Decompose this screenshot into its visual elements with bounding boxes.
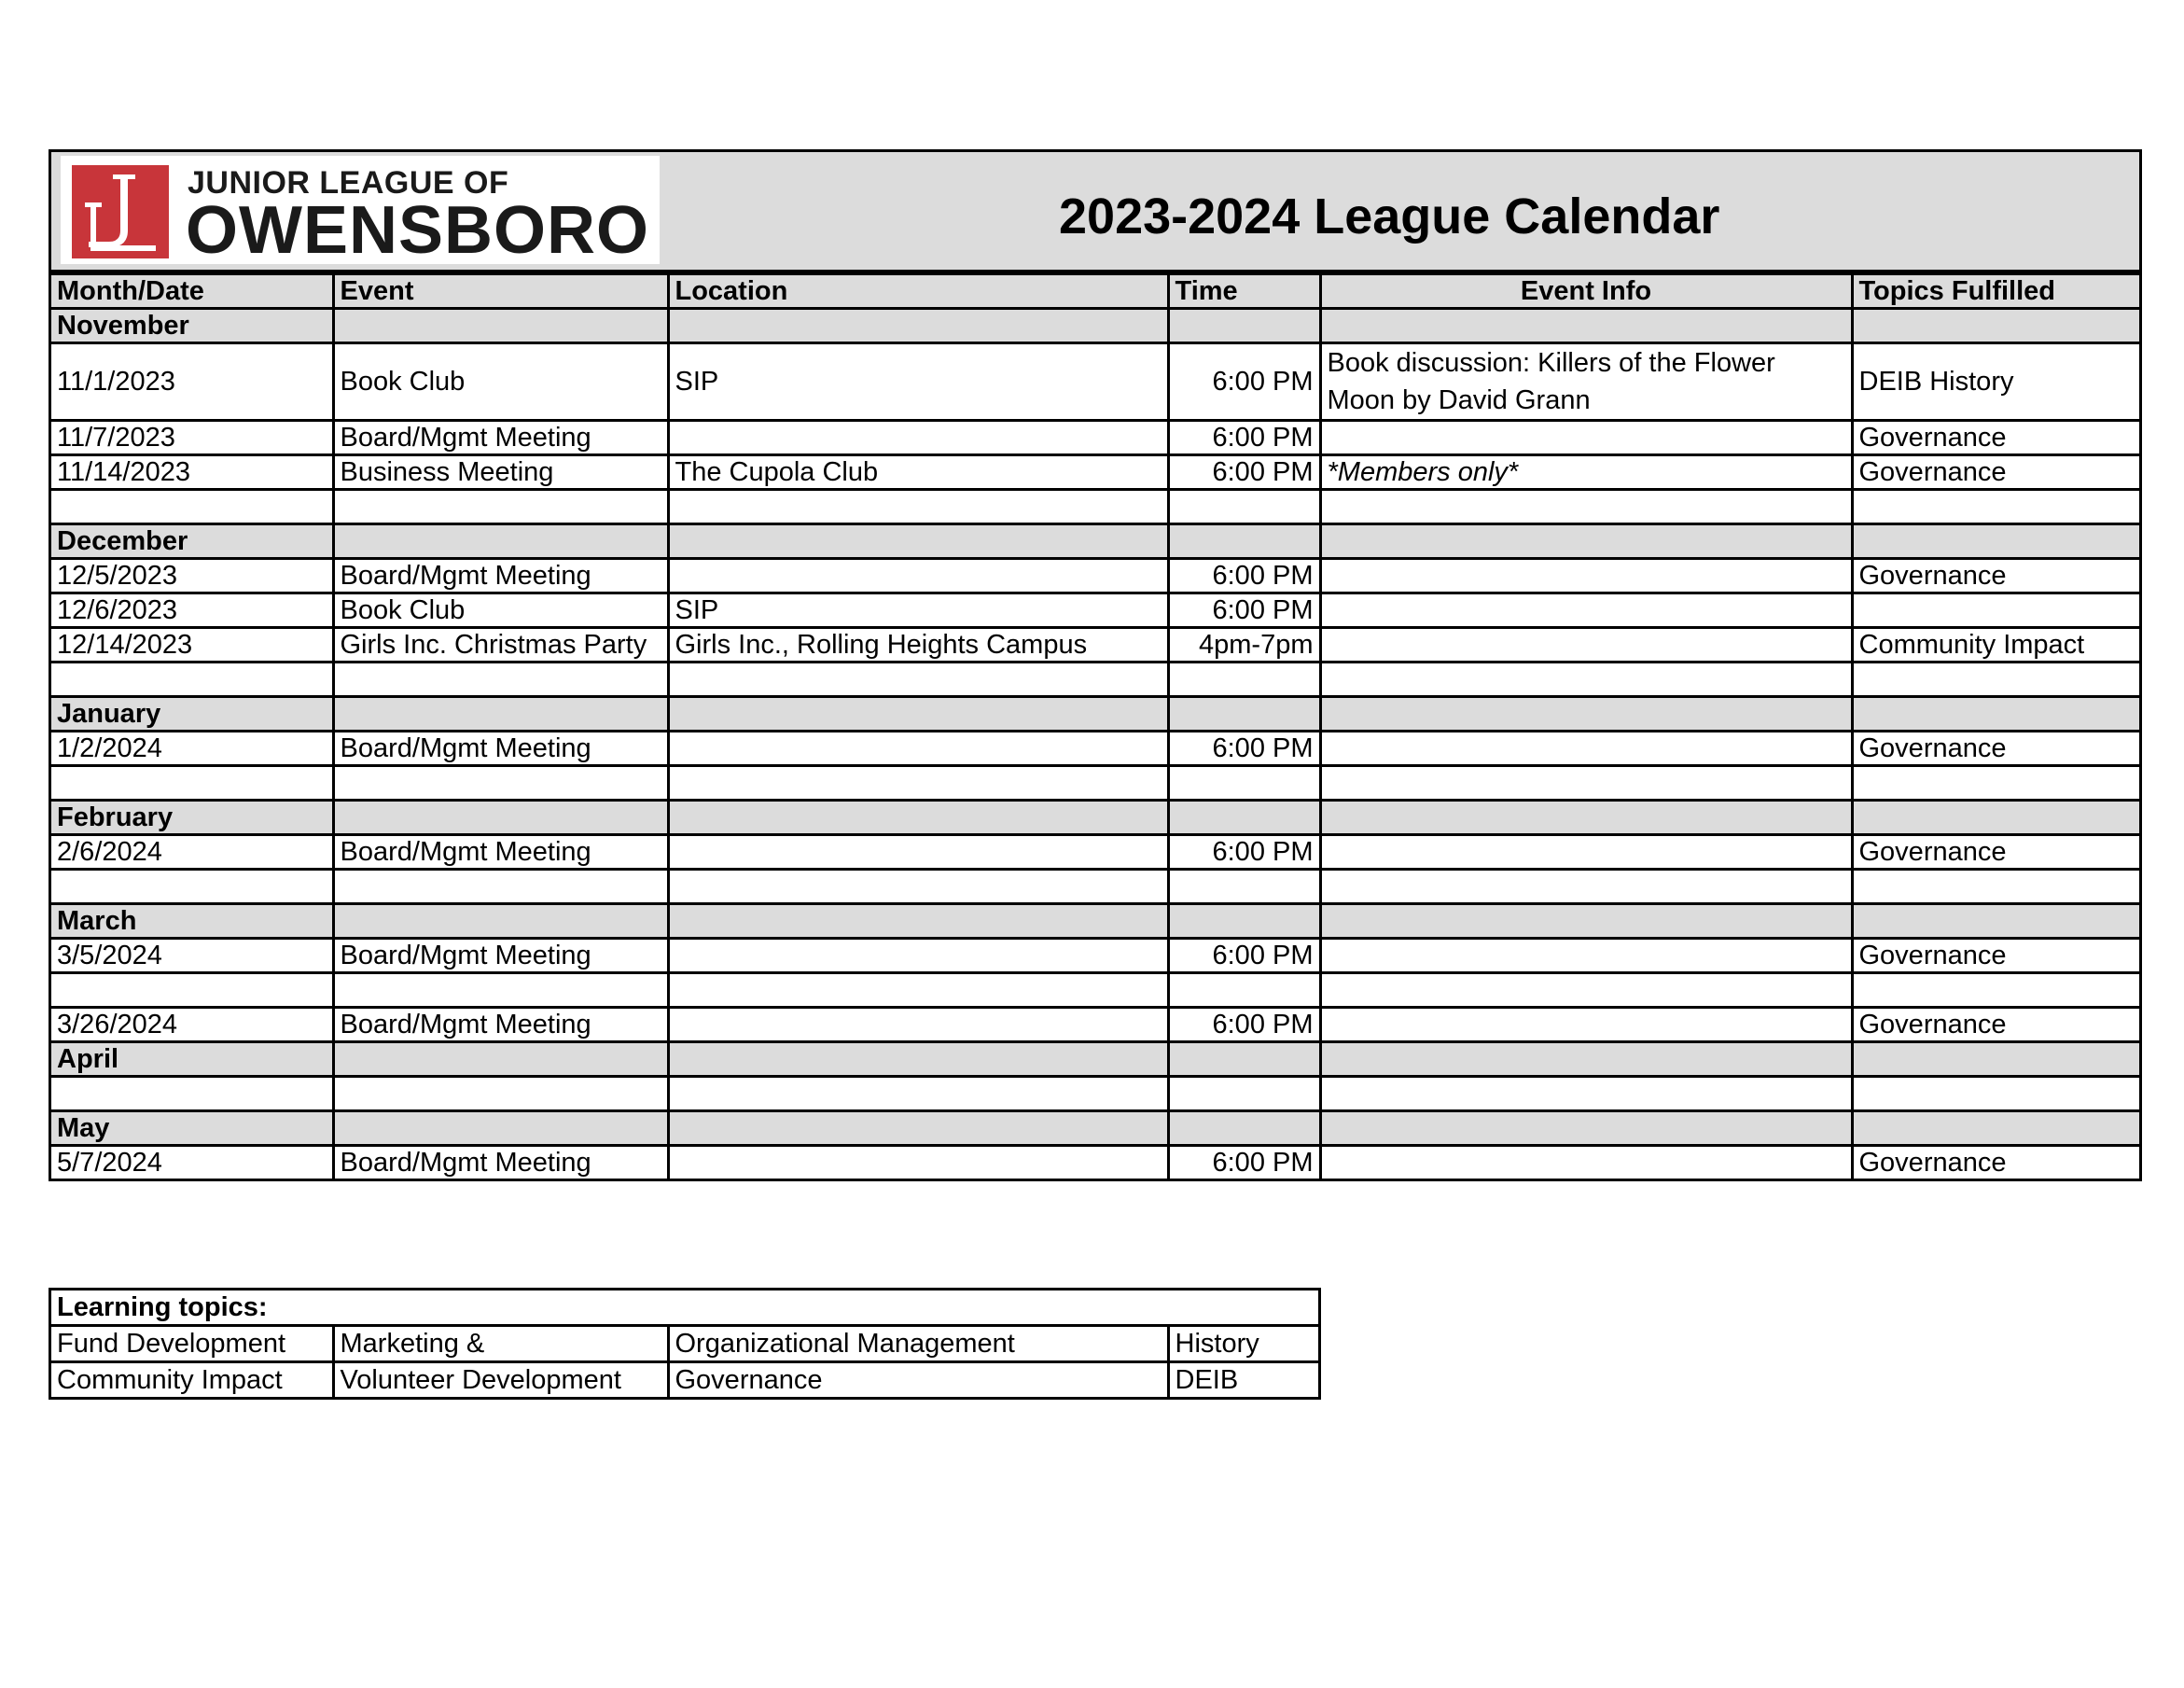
- empty-cell: [1320, 1042, 1852, 1077]
- empty-cell: [333, 309, 668, 343]
- logo-line1: JUNIOR LEAGUE OF: [188, 165, 509, 201]
- blank-row: [51, 490, 2139, 524]
- empty-cell: [1852, 490, 2139, 524]
- empty-cell: [333, 524, 668, 559]
- event-info-cell: [1320, 421, 1852, 455]
- empty-cell: [1320, 1077, 1852, 1111]
- empty-cell: [1168, 766, 1320, 801]
- month-row: [51, 904, 2139, 939]
- topics-cell: Governance: [1852, 732, 2139, 766]
- event-cell: Book Club: [333, 593, 668, 628]
- time-cell: 6:00 PM: [1168, 421, 1320, 455]
- learning-topics-table: [51, 1290, 1318, 1397]
- event-row: [51, 939, 2139, 973]
- learning-topic: DEIB: [1168, 1362, 1318, 1398]
- empty-cell: [1168, 904, 1320, 939]
- event-info-cell: [1320, 593, 1852, 628]
- empty-cell: [1168, 524, 1320, 559]
- league-logo: [61, 156, 660, 268]
- empty-cell: [333, 697, 668, 732]
- event-info-cell: [1320, 628, 1852, 663]
- empty-cell: [51, 870, 333, 904]
- location-cell: SIP: [668, 343, 1168, 421]
- month-row: [51, 697, 2139, 732]
- empty-cell: [1320, 524, 1852, 559]
- date-cell: 12/5/2023: [51, 559, 333, 593]
- empty-cell: [51, 1077, 333, 1111]
- learning-heading: Learning topics:: [51, 1290, 1318, 1326]
- learning-topic: Governance: [668, 1362, 1168, 1398]
- topics-cell: DEIB History: [1852, 343, 2139, 421]
- topics-cell: Governance: [1852, 939, 2139, 973]
- empty-cell: [668, 1077, 1168, 1111]
- empty-cell: [333, 1111, 668, 1146]
- date-cell: 1/2/2024: [51, 732, 333, 766]
- month-label: December: [51, 524, 333, 559]
- logo-line2: OWENSBORO: [186, 193, 650, 268]
- empty-cell: [333, 490, 668, 524]
- empty-cell: [1320, 973, 1852, 1008]
- empty-cell: [668, 490, 1168, 524]
- event-row: [51, 732, 2139, 766]
- time-cell: 6:00 PM: [1168, 593, 1320, 628]
- event-row: [51, 835, 2139, 870]
- event-info-cell: [1320, 939, 1852, 973]
- column-header: Event Info: [1320, 274, 1852, 309]
- empty-cell: [668, 663, 1168, 697]
- month-label: May: [51, 1111, 333, 1146]
- empty-cell: [1852, 973, 2139, 1008]
- month-row: [51, 524, 2139, 559]
- event-row: [51, 628, 2139, 663]
- topics-cell: Governance: [1852, 835, 2139, 870]
- event-info-cell: [1320, 732, 1852, 766]
- location-cell: [668, 835, 1168, 870]
- empty-cell: [333, 766, 668, 801]
- event-cell: Girls Inc. Christmas Party: [333, 628, 668, 663]
- empty-cell: [1320, 490, 1852, 524]
- empty-cell: [668, 973, 1168, 1008]
- month-label: November: [51, 309, 333, 343]
- event-row: [51, 421, 2139, 455]
- event-cell: Board/Mgmt Meeting: [333, 732, 668, 766]
- calendar-table: [51, 272, 2139, 1179]
- location-cell: SIP: [668, 593, 1168, 628]
- empty-cell: [1852, 904, 2139, 939]
- event-cell: Board/Mgmt Meeting: [333, 559, 668, 593]
- month-row: [51, 309, 2139, 343]
- empty-cell: [1168, 973, 1320, 1008]
- empty-cell: [1852, 1111, 2139, 1146]
- event-cell: Business Meeting: [333, 455, 668, 490]
- empty-cell: [1852, 870, 2139, 904]
- empty-cell: [1320, 870, 1852, 904]
- blank-row: [51, 973, 2139, 1008]
- empty-cell: [668, 697, 1168, 732]
- empty-cell: [333, 973, 668, 1008]
- learning-topic: Volunteer Development: [333, 1362, 668, 1398]
- learning-row: [51, 1362, 1318, 1398]
- calendar-body: [51, 309, 2139, 1179]
- column-header: Location: [668, 274, 1168, 309]
- location-cell: Girls Inc., Rolling Heights Campus: [668, 628, 1168, 663]
- topics-cell: Governance: [1852, 421, 2139, 455]
- date-cell: 3/5/2024: [51, 939, 333, 973]
- column-header-row: [51, 274, 2139, 309]
- junior-league-mark-icon: [72, 165, 169, 258]
- event-cell: Board/Mgmt Meeting: [333, 1008, 668, 1042]
- event-row: [51, 343, 2139, 421]
- empty-cell: [1168, 309, 1320, 343]
- event-info-cell: [1320, 835, 1852, 870]
- empty-cell: [668, 870, 1168, 904]
- month-label: April: [51, 1042, 333, 1077]
- location-cell: [668, 1008, 1168, 1042]
- event-info-cell: [1320, 1146, 1852, 1179]
- empty-cell: [1852, 1077, 2139, 1111]
- time-cell: 6:00 PM: [1168, 455, 1320, 490]
- empty-cell: [1320, 801, 1852, 835]
- empty-cell: [1168, 663, 1320, 697]
- event-cell: Board/Mgmt Meeting: [333, 939, 668, 973]
- empty-cell: [1168, 490, 1320, 524]
- empty-cell: [668, 766, 1168, 801]
- page-title: 2023-2024 League Calendar: [1059, 188, 1720, 244]
- empty-cell: [333, 1042, 668, 1077]
- event-cell: Board/Mgmt Meeting: [333, 1146, 668, 1179]
- learning-topic: Organizational Management: [668, 1326, 1168, 1362]
- learning-topic: History: [1168, 1326, 1318, 1362]
- calendar-header: [51, 152, 2139, 272]
- time-cell: 6:00 PM: [1168, 343, 1320, 421]
- date-cell: 3/26/2024: [51, 1008, 333, 1042]
- time-cell: 6:00 PM: [1168, 1008, 1320, 1042]
- empty-cell: [1852, 801, 2139, 835]
- empty-cell: [1168, 1042, 1320, 1077]
- column-header: Topics Fulfilled: [1852, 274, 2139, 309]
- event-row: [51, 559, 2139, 593]
- event-row: [51, 593, 2139, 628]
- blank-row: [51, 663, 2139, 697]
- time-cell: 6:00 PM: [1168, 835, 1320, 870]
- learning-topics-box: [49, 1288, 1321, 1400]
- empty-cell: [1320, 766, 1852, 801]
- topics-cell: Governance: [1852, 559, 2139, 593]
- empty-cell: [668, 904, 1168, 939]
- location-cell: [668, 939, 1168, 973]
- time-cell: 6:00 PM: [1168, 732, 1320, 766]
- blank-row: [51, 766, 2139, 801]
- event-row: [51, 1146, 2139, 1179]
- empty-cell: [1168, 1077, 1320, 1111]
- empty-cell: [668, 524, 1168, 559]
- empty-cell: [51, 663, 333, 697]
- empty-cell: [333, 663, 668, 697]
- blank-row: [51, 870, 2139, 904]
- date-cell: 5/7/2024: [51, 1146, 333, 1179]
- empty-cell: [1168, 870, 1320, 904]
- month-row: [51, 801, 2139, 835]
- empty-cell: [51, 766, 333, 801]
- time-cell: 6:00 PM: [1168, 939, 1320, 973]
- empty-cell: [1852, 697, 2139, 732]
- empty-cell: [333, 870, 668, 904]
- date-cell: 11/14/2023: [51, 455, 333, 490]
- month-row: [51, 1042, 2139, 1077]
- calendar-sheet: [49, 149, 2142, 1181]
- location-cell: [668, 559, 1168, 593]
- empty-cell: [668, 1042, 1168, 1077]
- event-cell: Board/Mgmt Meeting: [333, 835, 668, 870]
- empty-cell: [1168, 801, 1320, 835]
- event-cell: Board/Mgmt Meeting: [333, 421, 668, 455]
- empty-cell: [333, 904, 668, 939]
- date-cell: 2/6/2024: [51, 835, 333, 870]
- time-cell: 4pm-7pm: [1168, 628, 1320, 663]
- learning-row: [51, 1326, 1318, 1362]
- time-cell: 6:00 PM: [1168, 1146, 1320, 1179]
- location-cell: The Cupola Club: [668, 455, 1168, 490]
- empty-cell: [1852, 766, 2139, 801]
- location-cell: [668, 421, 1168, 455]
- location-cell: [668, 1146, 1168, 1179]
- event-row: [51, 455, 2139, 490]
- month-label: March: [51, 904, 333, 939]
- empty-cell: [1852, 524, 2139, 559]
- learning-heading-row: [51, 1290, 1318, 1326]
- empty-cell: [1320, 904, 1852, 939]
- date-cell: 12/6/2023: [51, 593, 333, 628]
- column-header: Time: [1168, 274, 1320, 309]
- event-info-cell: [1320, 559, 1852, 593]
- topics-cell: Community Impact: [1852, 628, 2139, 663]
- empty-cell: [333, 801, 668, 835]
- topics-cell: [1852, 593, 2139, 628]
- learning-topic: Marketing &: [333, 1326, 668, 1362]
- location-cell: [668, 732, 1168, 766]
- time-cell: 6:00 PM: [1168, 559, 1320, 593]
- empty-cell: [1320, 1111, 1852, 1146]
- empty-cell: [51, 490, 333, 524]
- empty-cell: [668, 309, 1168, 343]
- empty-cell: [1852, 663, 2139, 697]
- empty-cell: [1168, 697, 1320, 732]
- learning-topic: Fund Development: [51, 1326, 333, 1362]
- topics-cell: Governance: [1852, 455, 2139, 490]
- month-label: February: [51, 801, 333, 835]
- event-info-cell: *Members only*: [1320, 455, 1852, 490]
- date-cell: 11/7/2023: [51, 421, 333, 455]
- topics-cell: Governance: [1852, 1146, 2139, 1179]
- date-cell: 11/1/2023: [51, 343, 333, 421]
- empty-cell: [1852, 309, 2139, 343]
- empty-cell: [1320, 697, 1852, 732]
- empty-cell: [668, 801, 1168, 835]
- learning-topic: Community Impact: [51, 1362, 333, 1398]
- event-row: [51, 1008, 2139, 1042]
- empty-cell: [668, 1111, 1168, 1146]
- month-row: [51, 1111, 2139, 1146]
- empty-cell: [1320, 309, 1852, 343]
- event-info-cell: Book discussion: Killers of the Flower Moon by David Grann: [1320, 343, 1852, 421]
- empty-cell: [1320, 663, 1852, 697]
- date-cell: 12/14/2023: [51, 628, 333, 663]
- empty-cell: [1168, 1111, 1320, 1146]
- event-cell: Book Club: [333, 343, 668, 421]
- empty-cell: [1852, 1042, 2139, 1077]
- event-info-cell: [1320, 1008, 1852, 1042]
- month-label: January: [51, 697, 333, 732]
- column-header: Event: [333, 274, 668, 309]
- topics-cell: Governance: [1852, 1008, 2139, 1042]
- empty-cell: [333, 1077, 668, 1111]
- blank-row: [51, 1077, 2139, 1111]
- empty-cell: [51, 973, 333, 1008]
- column-header: Month/Date: [51, 274, 333, 309]
